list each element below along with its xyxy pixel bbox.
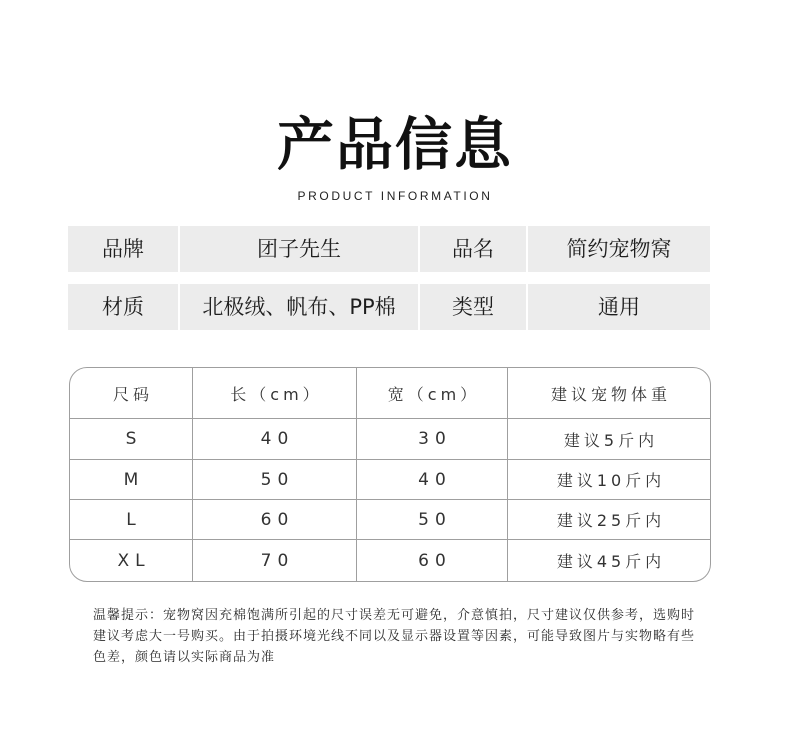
info-label-brand: 品牌 bbox=[68, 226, 178, 272]
weight-cell: 建议10斤内 bbox=[508, 460, 710, 500]
width-cell: 30 bbox=[357, 419, 508, 460]
notice-line: 建议考虑大一号购买。由于拍摄环境光线不同以及显示器设置等因素，可能导致图片与实物略有些 bbox=[93, 629, 696, 644]
page-title: 产品信息 bbox=[277, 112, 513, 178]
notice-line: 温馨提示：宠物窝因充棉饱满所引起的尺寸误差无可避免，介意慎拍，尺寸建议仅供参考，选购时 bbox=[93, 608, 696, 623]
info-value-type: 通用 bbox=[528, 284, 710, 330]
size-table-header: 长（cm） bbox=[193, 368, 357, 419]
info-label-product-name: 品名 bbox=[420, 226, 526, 272]
length-cell: 60 bbox=[193, 500, 357, 540]
info-value-material: 北极绒、帆布、PP棉 bbox=[180, 284, 418, 330]
info-value-brand: 团子先生 bbox=[180, 226, 418, 272]
weight-cell: 建议5斤内 bbox=[508, 419, 710, 460]
width-cell: 50 bbox=[357, 500, 508, 540]
length-cell: 70 bbox=[193, 540, 357, 581]
size-cell: L bbox=[70, 500, 193, 540]
page-subtitle: PRODUCT INFORMATION bbox=[297, 189, 493, 203]
width-cell: 60 bbox=[357, 540, 508, 581]
weight-cell: 建议25斤内 bbox=[508, 500, 710, 540]
size-table bbox=[69, 367, 711, 582]
length-cell: 40 bbox=[193, 419, 357, 460]
size-table-header: 尺码 bbox=[70, 368, 193, 419]
info-label-type: 类型 bbox=[420, 284, 526, 330]
size-table-header: 建议宠物体重 bbox=[508, 368, 710, 419]
info-value-product-name: 简约宠物窝 bbox=[528, 226, 710, 272]
weight-cell: 建议45斤内 bbox=[556, 552, 666, 571]
info-label-material: 材质 bbox=[68, 284, 178, 330]
length-cell: 50 bbox=[193, 460, 357, 500]
size-cell: M bbox=[70, 460, 193, 500]
size-cell: S bbox=[70, 419, 193, 460]
size-cell: XL bbox=[70, 540, 193, 581]
notice-line: 色差，颜色请以实际商品为准 bbox=[93, 650, 276, 665]
width-cell: 40 bbox=[357, 460, 508, 500]
size-table-header: 宽（cm） bbox=[357, 368, 508, 419]
notice-text bbox=[93, 605, 713, 668]
